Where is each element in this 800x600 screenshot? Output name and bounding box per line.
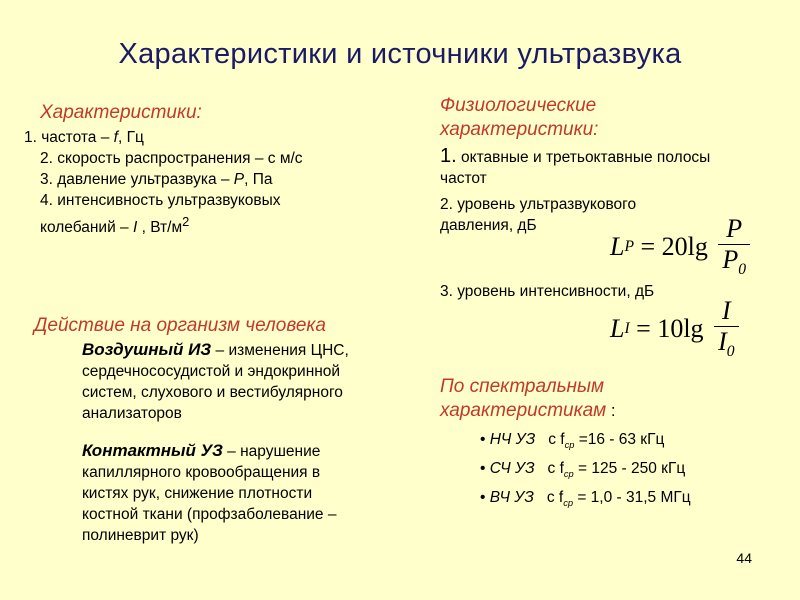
bullet-2-name: СЧ УЗ xyxy=(489,460,535,478)
char-item-2: 2. скорость распространения – с м/с xyxy=(40,150,303,167)
bullet-3-mid: с f xyxy=(546,489,564,507)
bullet-1-mid: с f xyxy=(548,431,565,448)
char-item-4-line2 xyxy=(40,211,281,238)
formula-2-fraction xyxy=(714,296,738,361)
phys-item-2-line1: 2. уровень ультразвукового xyxy=(440,196,637,213)
bullet-3-name: ВЧ УЗ xyxy=(489,489,534,507)
formula-1-den-symbol: P xyxy=(722,245,739,274)
page-number: 44 xyxy=(736,550,752,566)
char-item-3-unit: , Па xyxy=(244,171,273,188)
phys-item-1-num: 1. xyxy=(440,145,457,167)
bullet-2-sub: ср xyxy=(563,469,574,480)
bullet-3-sub: ср xyxy=(563,498,574,509)
contact-first-line xyxy=(82,440,422,462)
formula-1-eq: = 20lg xyxy=(634,231,715,261)
char-item-3 xyxy=(40,169,273,190)
air-block xyxy=(82,339,422,424)
formula-1-numerator: P xyxy=(726,214,743,243)
bullet-3-value: = 1,0 - 31,5 МГц xyxy=(573,489,691,507)
spectral-heading-line2: характеристикам xyxy=(440,400,607,421)
physiological-heading xyxy=(440,94,598,142)
bullet-1-sub: ср xyxy=(564,440,575,451)
formula-1-lhs-sub: P xyxy=(624,237,634,255)
bullet-1-value: =16 - 63 кГц xyxy=(574,431,665,448)
air-line-2: сердечнососудистой и эндокринной xyxy=(82,363,341,380)
bullet-2-mid: с f xyxy=(547,460,564,478)
formula-2-lhs: L xyxy=(610,313,625,343)
contact-block xyxy=(82,440,422,546)
air-rest: – изменения ЦНС, xyxy=(211,342,349,359)
formula-1-lhs: L xyxy=(610,231,625,261)
char-item-3-text: 3. давление ультразвука – xyxy=(40,171,234,188)
char-item-4-line1: 4. интенсивность ультразвуковых xyxy=(40,192,281,209)
physiological-heading-line2: характеристики: xyxy=(440,119,599,140)
char-item-1-text: 1. частота xyxy=(24,129,97,146)
char-item-1-dash: – xyxy=(96,129,114,146)
char-item-1-unit: , Гц xyxy=(117,129,144,146)
phys-item-1 xyxy=(440,146,710,189)
char-item-1 xyxy=(24,127,144,148)
spectral-heading-line1: По спектральным xyxy=(440,376,605,397)
air-first-line xyxy=(82,339,422,361)
bullet-1-name: НЧ УЗ xyxy=(489,431,536,448)
spectral-list xyxy=(480,428,691,515)
air-line-3: систем, слухового и вестибулярного xyxy=(82,384,343,401)
air-term: Воздушный ИЗ xyxy=(82,340,212,359)
formula-2-eq: = 10lg xyxy=(629,313,711,343)
phys-item-1-line1 xyxy=(440,146,710,168)
formula-pressure-level xyxy=(610,214,750,279)
formula-1-fraction xyxy=(718,214,750,279)
phys-item-2 xyxy=(440,194,636,236)
formula-2-den-symbol: I xyxy=(718,327,727,356)
formula-2-numerator: I xyxy=(721,296,731,325)
phys-item-1-text: октавные и третьоктавные полосы xyxy=(456,149,711,166)
contact-term: Контактный УЗ xyxy=(82,441,223,460)
char-item-4 xyxy=(40,190,281,238)
contact-line-5: полиневрит рук) xyxy=(82,527,199,544)
air-line-4: анализаторов xyxy=(82,405,182,422)
contact-line-2: капиллярного кровообращения в xyxy=(82,464,321,481)
action-heading: Действие на организм человека xyxy=(34,315,326,336)
list-item: • СЧ УЗ с $f_{ср} = 125 - 250$ кГц xyxy=(480,460,686,480)
contact-line-4: костной ткани (профзаболевание – xyxy=(82,506,337,523)
formula-1-den-sub: 0 xyxy=(738,261,747,279)
char-item-1-symbol: f xyxy=(113,129,118,146)
phys-item-3: 3. уровень интенсивности, дБ xyxy=(440,283,655,300)
list-item: • НЧ УЗ с $f_{ср} =16 - 63$ кГц xyxy=(480,431,665,451)
formula-2-den-sub: 0 xyxy=(726,343,735,361)
list-item: • ВЧ УЗ с $f_{ср} = 1,0 - 31,5$ МГц xyxy=(480,489,691,509)
formula-2-lhs-sub: I xyxy=(624,319,630,337)
characteristics-heading: Характеристики: xyxy=(40,102,202,123)
phys-item-2-line2: давления, дБ xyxy=(440,217,537,234)
char-item-4-symbol: I xyxy=(132,219,138,237)
page-title: Характеристики и источники ультразвука xyxy=(118,38,682,70)
char-item-3-symbol: P xyxy=(233,171,245,188)
char-item-4-sup: 2 xyxy=(182,214,190,229)
phys-item-1-line2: частот xyxy=(440,170,487,187)
physiological-heading-line1: Физиологические xyxy=(440,95,597,116)
contact-rest: – нарушение xyxy=(222,443,321,460)
char-item-4-unit: , Вт/м xyxy=(137,219,183,237)
spectral-heading xyxy=(440,375,616,423)
formula-2-denominator xyxy=(714,326,738,361)
char-item-4-line2-text: колебаний – xyxy=(40,219,133,237)
formula-intensity-level xyxy=(610,296,739,361)
bullet-2-value: = 125 - 250 кГц xyxy=(573,460,686,478)
contact-line-3: кистях рук, снижение плотности xyxy=(82,485,313,502)
spectral-colon: : xyxy=(606,401,616,420)
formula-1-denominator xyxy=(718,244,750,279)
